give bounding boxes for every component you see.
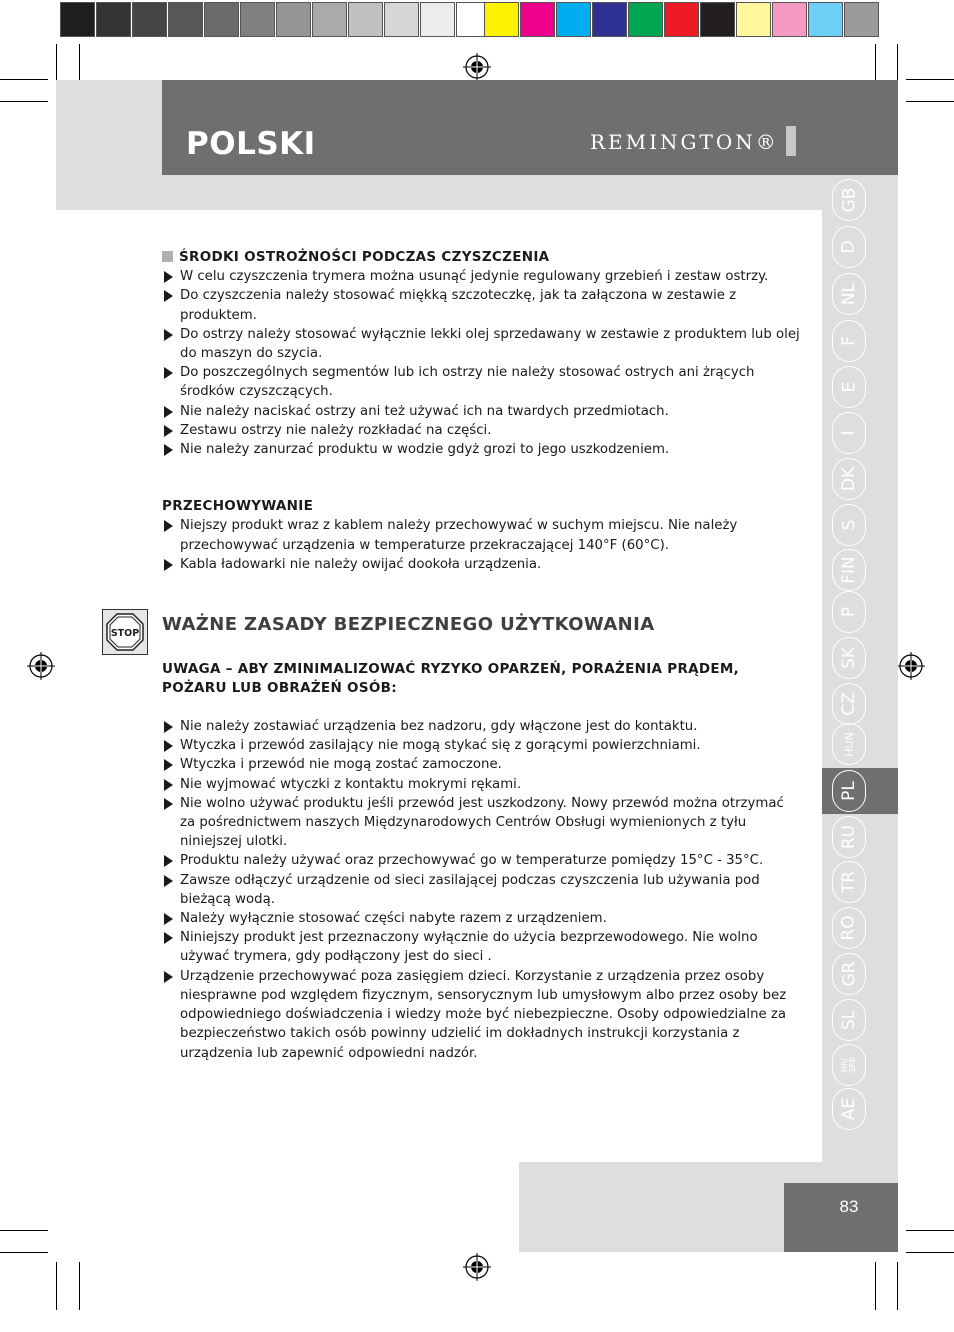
list-item: Nie należy naciskać ostrzy ani też używać ich na twardych przedmiotach. — [162, 402, 802, 421]
language-tab-label: RO — [838, 915, 859, 941]
language-tab-ru[interactable] — [832, 816, 866, 858]
language-tab-nl[interactable] — [832, 273, 866, 315]
color-swatch — [736, 2, 771, 37]
language-tab-label: E — [839, 381, 859, 393]
registration-mark-icon — [463, 1253, 491, 1281]
cleaning-heading: ŚRODKI OSTROŻNOŚCI PODCZAS CZYSZCZENIA — [162, 248, 802, 267]
list-item: Nie należy zostawiać urządzenia bez nadzoru, gdy włączone jest do kontaktu. — [162, 717, 802, 736]
language-tab-label: D — [839, 240, 859, 254]
crop-mark — [875, 1262, 876, 1310]
color-swatch — [204, 2, 239, 37]
language-tab-sl[interactable] — [832, 999, 866, 1041]
color-swatch — [60, 2, 95, 37]
language-tab-i[interactable] — [832, 412, 866, 454]
list-item: Urządzenie przechowywać poza zasięgiem dzieci. Korzystanie z urządzenia przez osoby niesprawne pod względem fizycznym, sensorycznym lub umysłowym albo przez osoby bez odpowiedniego doświadczenia i wiedzy może być niebezpieczne. Osoby odpowiedzialne za bezpieczeństwo takich osób powinny udzielić im dokładnych instrukcji korzystania z urządzenia lub zapewnić odpowiedni nadzór. — [162, 967, 802, 1063]
crop-mark — [56, 44, 57, 80]
crop-mark — [906, 1252, 954, 1253]
language-tab-label: SL — [838, 1009, 859, 1031]
crop-mark — [79, 1262, 80, 1310]
language-tab-f[interactable] — [832, 320, 866, 362]
crop-mark — [906, 101, 954, 102]
main-content — [162, 248, 802, 1063]
color-swatch — [844, 2, 879, 37]
crop-mark — [875, 44, 876, 80]
language-tab-label: CZ — [839, 692, 859, 716]
color-swatch — [348, 2, 383, 37]
heading-square-icon — [162, 251, 173, 262]
language-tab-label: P — [838, 606, 859, 618]
language-tab-fin[interactable] — [832, 549, 866, 591]
list-item: Należy wyłącznie stosować części nabyte razem z urządzeniem. — [162, 909, 802, 928]
color-swatch — [664, 2, 699, 37]
language-tab-label: HR/ SRB — [840, 1056, 857, 1074]
cleaning-list — [162, 267, 802, 459]
color-swatch — [628, 2, 663, 37]
color-swatch — [96, 2, 131, 37]
language-tab-e[interactable] — [832, 366, 866, 408]
language-tab-ae[interactable] — [832, 1088, 866, 1130]
registration-mark-icon — [27, 652, 55, 680]
list-item: Niniejszy produkt jest przeznaczony wyłącznie do użycia bezprzewodowego. Nie wolno używać trymera, gdy podłączony jest do sieci . — [162, 928, 802, 966]
color-swatch — [700, 2, 735, 37]
language-tab-gb[interactable] — [832, 179, 866, 221]
color-swatch — [808, 2, 843, 37]
color-calibration-strip — [484, 2, 880, 38]
color-swatch — [520, 2, 555, 37]
crop-mark — [79, 44, 80, 80]
list-item: Do poszczególnych segmentów lub ich ostrzy nie należy stosować ostrych ani żrących środków czyszczących. — [162, 363, 802, 401]
color-swatch — [240, 2, 275, 37]
list-item: Nie wolno używać produktu jeśli przewód jest uszkodzony. Nowy przewód można otrzymać za pośrednictwem naszych Międzynarodowych Centrów Obsługi wymienionych z tyłu niniejszej ulotki. — [162, 794, 802, 852]
crop-mark — [0, 101, 48, 102]
crop-mark — [0, 1230, 48, 1231]
language-tab-label: GR — [839, 961, 859, 987]
registration-mark-icon — [463, 53, 491, 81]
list-item: Zawsze odłączyć urządzenie od sieci zasilającej podczas czyszczenia lub używania pod bieżącą wodą. — [162, 871, 802, 909]
crop-mark — [906, 79, 954, 80]
color-swatch — [168, 2, 203, 37]
storage-list — [162, 516, 802, 574]
crop-mark — [0, 79, 48, 80]
safety-list — [162, 717, 802, 1063]
color-swatch — [772, 2, 807, 37]
language-tab-label: FIN — [838, 556, 859, 584]
list-item: Nie wyjmować wtyczki z kontaktu mokrymi rękami. — [162, 775, 802, 794]
color-swatch — [592, 2, 627, 37]
crop-mark — [897, 1262, 898, 1310]
crop-mark — [897, 44, 898, 80]
color-swatch — [556, 2, 591, 37]
language-tab-label: I — [838, 430, 859, 436]
language-tab-label: F — [839, 336, 859, 346]
language-tab-pl[interactable] — [832, 770, 866, 812]
language-tab-label: SK — [838, 647, 859, 669]
list-item: Do czyszczenia należy stosować miękką szczoteczkę, jak ta załączona w zestawie z produktem. — [162, 286, 802, 324]
language-tab-p[interactable] — [832, 591, 866, 633]
page-number: 83 — [839, 1197, 859, 1216]
list-item: Wtyczka i przewód nie mogą zostać zamoczone. — [162, 755, 802, 774]
language-tab-label: S — [838, 519, 859, 531]
brand-logo: REMINGTON® — [590, 130, 779, 154]
crop-mark — [0, 1252, 48, 1253]
language-tab-dk[interactable] — [832, 458, 866, 500]
list-item: Kabla ładowarki nie należy owijać dookoła urządzenia. — [162, 555, 802, 574]
color-swatch — [384, 2, 419, 37]
language-tab-hun[interactable] — [832, 723, 866, 765]
language-tab-tr[interactable] — [832, 861, 866, 903]
list-item: Do ostrzy należy stosować wyłącznie lekki olej sprzedawany w zestawie z produktem lub olej do maszyn do szycia. — [162, 325, 802, 363]
list-item: Nie należy zanurzać produktu w wodzie gdyż grozi to jego uszkodzeniem. — [162, 440, 802, 459]
safety-title: WAŻNE ZASADY BEZPIECZNEGO UŻYTKOWANIA — [162, 614, 655, 636]
list-item: Niejszy produkt wraz z kablem należy przechowywać w suchym miejscu. Nie należy przechowywać urządzenia w temperaturze przekraczającej 140°F (60°C). — [162, 516, 802, 554]
color-swatch — [132, 2, 167, 37]
language-tab-label: HUN — [842, 731, 856, 757]
color-swatch — [312, 2, 347, 37]
color-swatch — [420, 2, 455, 37]
crop-mark — [906, 1230, 954, 1231]
stop-sign-icon — [102, 609, 148, 655]
crop-mark — [56, 1262, 57, 1310]
safety-warning: UWAGA – ABY ZMINIMALIZOWAĆ RYZYKO OPARZEŃ, PORAŻENIA PRĄDEM, POŻARU LUB OBRAŻEŃ OSÓB: — [162, 661, 740, 697]
language-tab-gr[interactable] — [832, 953, 866, 995]
language-tab-d[interactable] — [832, 226, 866, 268]
color-swatch — [276, 2, 311, 37]
language-tab-label: GB — [839, 187, 859, 213]
language-tab-label: RU — [838, 824, 859, 850]
language-tab-hrsrb[interactable] — [832, 1044, 866, 1086]
registration-mark-icon — [897, 652, 925, 680]
list-item: W celu czyszczenia trymera można usunąć jedynie regulowany grzebień i zestaw ostrzy. — [162, 267, 802, 286]
stop-sign-label: STOP — [110, 628, 140, 639]
language-tab-ro[interactable] — [832, 907, 866, 949]
page-title: POLSKI — [186, 126, 316, 162]
brand-accent-block — [786, 126, 796, 156]
grey-calibration-strip — [60, 2, 492, 38]
language-tab-label: PL — [838, 781, 859, 801]
color-swatch — [484, 2, 519, 37]
page-number-box — [784, 1183, 898, 1252]
language-tab-label: TR — [838, 870, 859, 894]
language-tab-label: DK — [839, 466, 859, 492]
language-tab-s[interactable] — [832, 504, 866, 546]
list-item: Zestawu ostrzy nie należy rozkładać na części. — [162, 421, 802, 440]
language-tab-sk[interactable] — [832, 637, 866, 679]
language-tab-label: AE — [839, 1097, 859, 1121]
list-item: Produktu należy używać oraz przechowywać go w temperaturze pomiędzy 15°C - 35°C. — [162, 851, 802, 870]
storage-heading: PRZECHOWYWANIE — [162, 498, 314, 515]
list-item: Wtyczka i przewód zasilający nie mogą stykać się z gorącymi powierzchniami. — [162, 736, 802, 755]
language-tab-label: NL — [838, 282, 859, 306]
language-tab-cz[interactable] — [832, 683, 866, 725]
